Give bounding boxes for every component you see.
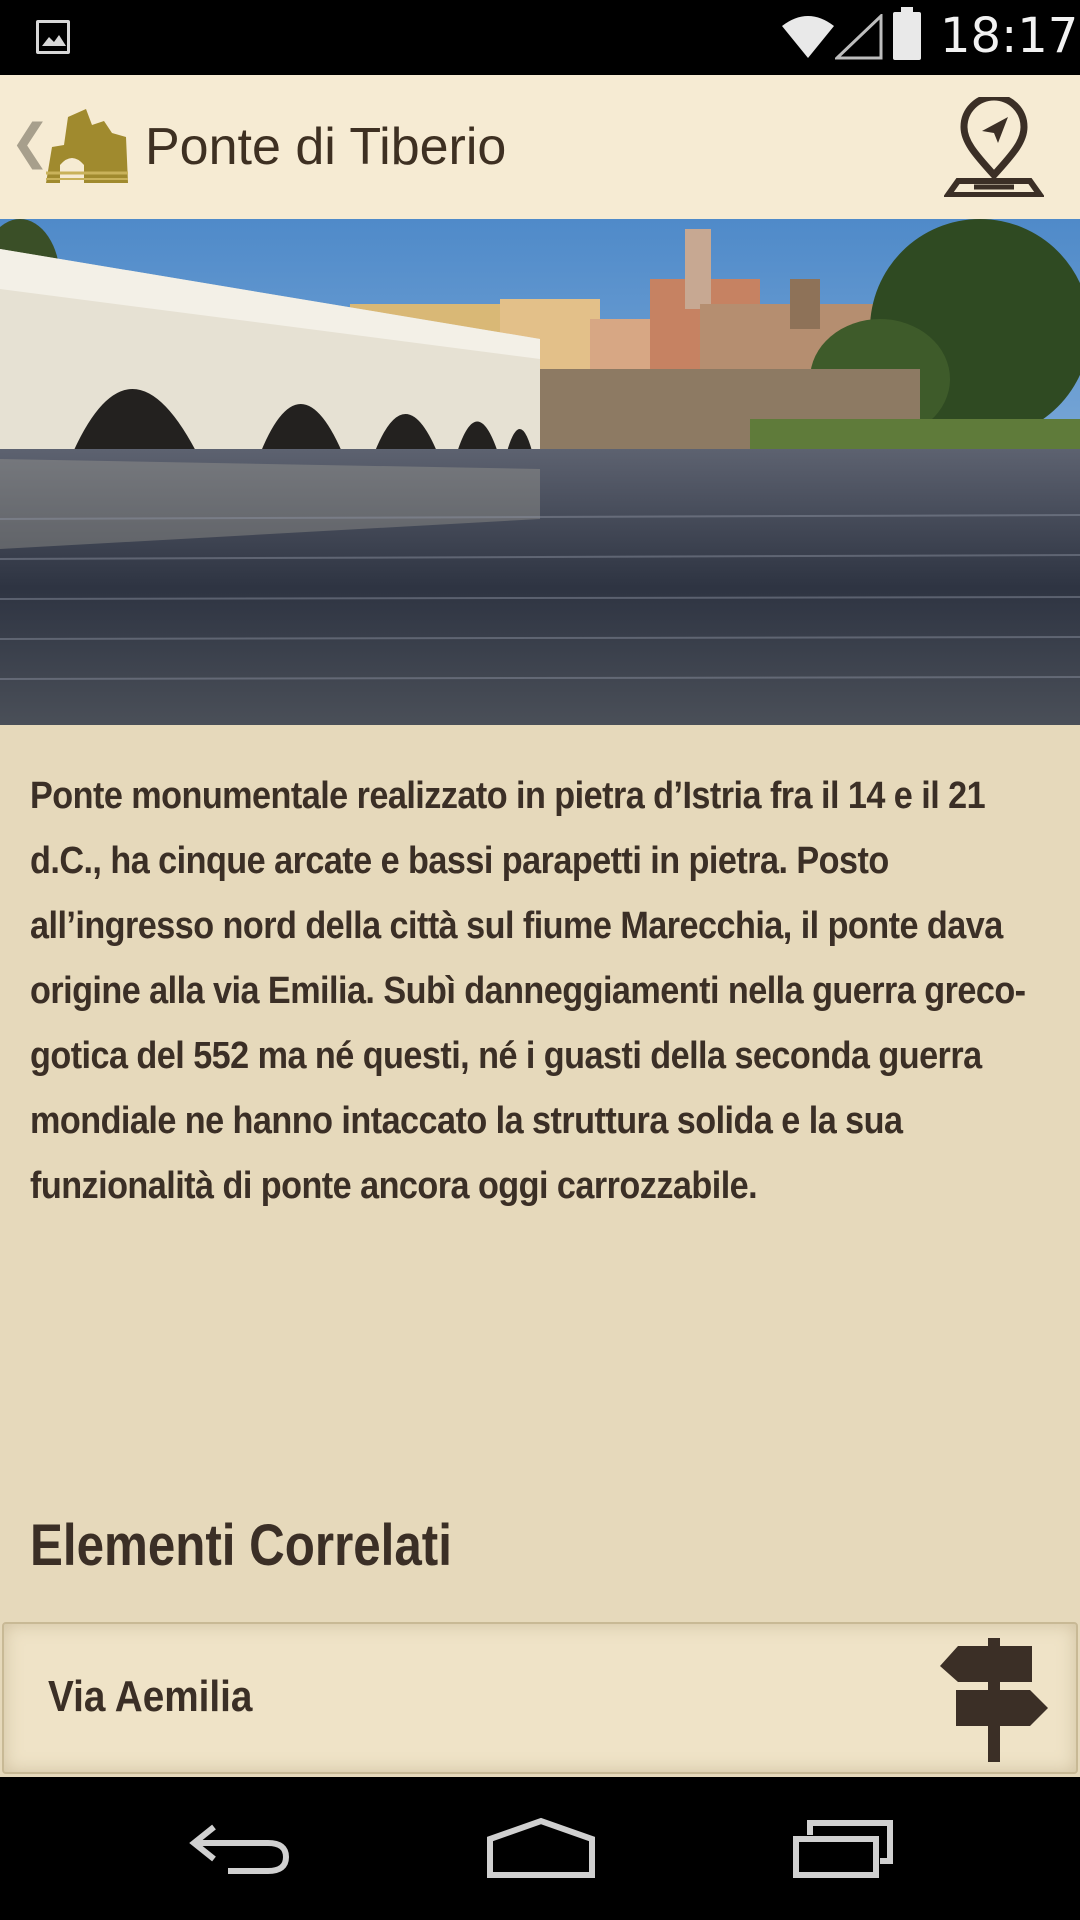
battery-icon: [893, 12, 921, 60]
navigation-bar: [0, 1777, 1080, 1920]
signal-icon: [835, 14, 883, 60]
related-heading: Elementi Correlati: [30, 1513, 452, 1578]
hero-image: [0, 219, 1080, 725]
ruins-logo-icon[interactable]: [42, 103, 130, 187]
app-bar: [0, 75, 1080, 219]
clock: 18:17: [940, 8, 1079, 64]
related-item-label: Via Aemilia: [48, 1672, 253, 1721]
bridge-photo: [0, 219, 1080, 725]
gallery-icon: [36, 20, 70, 54]
signpost-icon: [940, 1638, 1048, 1762]
status-bar: [0, 0, 1080, 75]
back-nav-icon[interactable]: [188, 1817, 292, 1877]
back-chevron-icon[interactable]: ❮: [10, 114, 51, 170]
related-item-via-aemilia[interactable]: [2, 1622, 1078, 1774]
recents-nav-icon[interactable]: [792, 1817, 896, 1879]
map-location-icon[interactable]: [944, 97, 1044, 197]
page-title: Ponte di Tiberio: [145, 118, 507, 176]
description-text: Ponte monumentale realizzato in pietra d’Istria fra il 14 e il 21 d.C., ha cinque arcate e bassi parapetti in pietra. Posto all’ingresso nord della città sul fiume Marecchia, il ponte dava origine alla via Emilia. Subì danneggiamenti nella guerra greco-gotica del 552 ma né questi, né i guasti della seconda guerra mondiale ne hanno intaccato la struttura solida e la sua funzionalità di ponte ancora oggi carrozzabile.: [30, 775, 1026, 1207]
home-nav-icon[interactable]: [486, 1817, 596, 1879]
wifi-icon: [780, 14, 836, 60]
